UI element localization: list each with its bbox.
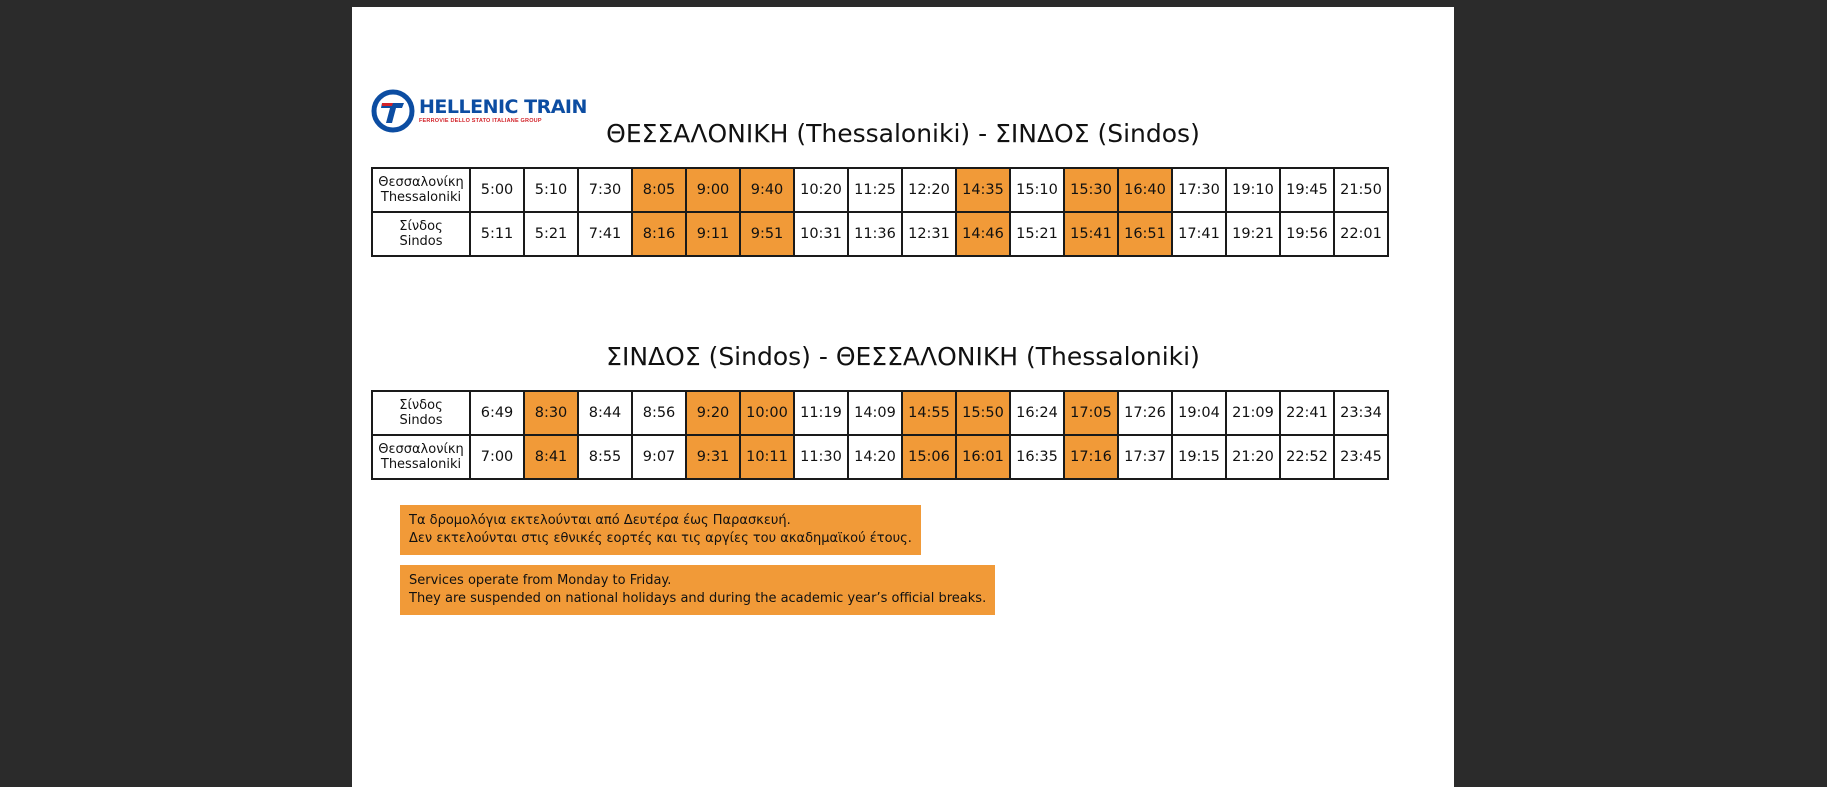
departure-time-cell: 15:50 bbox=[956, 391, 1010, 435]
departure-time-cell: 11:25 bbox=[848, 168, 902, 212]
note-english-line2: They are suspended on national holidays and during the academic year’s official breaks. bbox=[409, 591, 987, 606]
departure-time-cell: 16:51 bbox=[1118, 212, 1172, 256]
departure-time-cell: 14:55 bbox=[902, 391, 956, 435]
note-greek-line1: Τα δρομολόγια εκτελούνται από Δευτέρα έως Παρασκευή. bbox=[409, 513, 791, 528]
departure-time-cell: 19:45 bbox=[1280, 168, 1334, 212]
station-name-english: Thessaloniki bbox=[380, 190, 462, 205]
departure-time-cell: 9:20 bbox=[686, 391, 740, 435]
route1-title: ΘΕΣΣΑΛΟΝΙΚΗ (Thessaloniki) - ΣΙΝΔΟΣ (Sindos) bbox=[606, 119, 1200, 148]
departure-time-cell: 16:24 bbox=[1010, 391, 1064, 435]
departure-time-cell: 17:26 bbox=[1118, 391, 1172, 435]
note-english bbox=[400, 565, 995, 615]
timetable-page bbox=[352, 7, 1454, 787]
departure-time-cell: 9:11 bbox=[686, 212, 740, 256]
departure-time-cell: 8:55 bbox=[578, 435, 632, 479]
departure-time-cell: 17:05 bbox=[1064, 391, 1118, 435]
departure-time-cell: 22:41 bbox=[1280, 391, 1334, 435]
departure-time-cell: 17:41 bbox=[1172, 212, 1226, 256]
departure-time-cell: 19:56 bbox=[1280, 212, 1334, 256]
note-greek-line2: Δεν εκτελούνται στις εθνικές εορτές και τις αργίες του ακαδημαϊκού έτους. bbox=[409, 531, 912, 546]
departure-time-cell: 16:40 bbox=[1118, 168, 1172, 212]
departure-time-cell: 14:46 bbox=[956, 212, 1010, 256]
departure-time-cell: 10:11 bbox=[740, 435, 794, 479]
note-greek bbox=[400, 505, 921, 555]
departure-time-cell: 11:36 bbox=[848, 212, 902, 256]
departure-time-cell: 5:10 bbox=[524, 168, 578, 212]
departure-time-cell: 8:30 bbox=[524, 391, 578, 435]
departure-time-cell: 10:20 bbox=[794, 168, 848, 212]
departure-time-cell: 14:20 bbox=[848, 435, 902, 479]
departure-time-cell: 15:41 bbox=[1064, 212, 1118, 256]
departure-time-cell: 7:30 bbox=[578, 168, 632, 212]
route2-table bbox=[371, 390, 1389, 480]
logo-name: HELLENIC TRAIN bbox=[419, 95, 587, 118]
departure-time-cell: 15:06 bbox=[902, 435, 956, 479]
route2-title: ΣΙΝΔΟΣ (Sindos) - ΘΕΣΣΑΛΟΝΙΚΗ (Thessaloniki) bbox=[606, 342, 1200, 371]
departure-time-cell: 17:16 bbox=[1064, 435, 1118, 479]
departure-time-cell: 5:21 bbox=[524, 212, 578, 256]
departure-time-cell: 23:45 bbox=[1334, 435, 1388, 479]
departure-time-cell: 8:41 bbox=[524, 435, 578, 479]
departure-time-cell: 15:21 bbox=[1010, 212, 1064, 256]
station-name-english: Thessaloniki bbox=[380, 457, 462, 472]
departure-time-cell: 9:40 bbox=[740, 168, 794, 212]
departure-time-cell: 14:35 bbox=[956, 168, 1010, 212]
departure-time-cell: 5:00 bbox=[470, 168, 524, 212]
departure-time-cell: 17:30 bbox=[1172, 168, 1226, 212]
departure-time-cell: 17:37 bbox=[1118, 435, 1172, 479]
departure-time-cell: 12:20 bbox=[902, 168, 956, 212]
departure-time-cell: 19:21 bbox=[1226, 212, 1280, 256]
departure-time-cell: 16:01 bbox=[956, 435, 1010, 479]
timetable-row bbox=[372, 435, 1388, 479]
station-name-cell bbox=[372, 168, 470, 212]
departure-time-cell: 19:04 bbox=[1172, 391, 1226, 435]
departure-time-cell: 10:00 bbox=[740, 391, 794, 435]
station-name-greek: Σίνδος bbox=[399, 219, 443, 234]
timetable-row bbox=[372, 168, 1388, 212]
departure-time-cell: 8:05 bbox=[632, 168, 686, 212]
departure-time-cell: 11:19 bbox=[794, 391, 848, 435]
station-name-cell bbox=[372, 435, 470, 479]
departure-time-cell: 7:00 bbox=[470, 435, 524, 479]
departure-time-cell: 16:35 bbox=[1010, 435, 1064, 479]
departure-time-cell: 12:31 bbox=[902, 212, 956, 256]
departure-time-cell: 11:30 bbox=[794, 435, 848, 479]
departure-time-cell: 21:20 bbox=[1226, 435, 1280, 479]
departure-time-cell: 5:11 bbox=[470, 212, 524, 256]
departure-time-cell: 19:10 bbox=[1226, 168, 1280, 212]
departure-time-cell: 7:41 bbox=[578, 212, 632, 256]
departure-time-cell: 9:31 bbox=[686, 435, 740, 479]
departure-time-cell: 23:34 bbox=[1334, 391, 1388, 435]
departure-time-cell: 19:15 bbox=[1172, 435, 1226, 479]
departure-time-cell: 15:10 bbox=[1010, 168, 1064, 212]
station-name-english: Sindos bbox=[399, 413, 443, 428]
departure-time-cell: 6:49 bbox=[470, 391, 524, 435]
departure-time-cell: 9:00 bbox=[686, 168, 740, 212]
departure-time-cell: 21:50 bbox=[1334, 168, 1388, 212]
departure-time-cell: 15:30 bbox=[1064, 168, 1118, 212]
station-name-cell bbox=[372, 212, 470, 256]
departure-time-cell: 14:09 bbox=[848, 391, 902, 435]
departure-time-cell: 10:31 bbox=[794, 212, 848, 256]
departure-time-cell: 9:51 bbox=[740, 212, 794, 256]
station-name-english: Sindos bbox=[399, 234, 443, 249]
station-name-greek: Θεσσαλονίκη bbox=[378, 175, 464, 190]
departure-time-cell: 8:16 bbox=[632, 212, 686, 256]
logo-subtitle: FERROVIE DELLO STATO ITALIANE GROUP bbox=[419, 117, 542, 124]
station-name-cell bbox=[372, 391, 470, 435]
departure-time-cell: 9:07 bbox=[632, 435, 686, 479]
departure-time-cell: 8:56 bbox=[632, 391, 686, 435]
route1-table bbox=[371, 167, 1389, 257]
station-name-greek: Σίνδος bbox=[399, 398, 443, 413]
departure-time-cell: 8:44 bbox=[578, 391, 632, 435]
departure-time-cell: 22:01 bbox=[1334, 212, 1388, 256]
departure-time-cell: 22:52 bbox=[1280, 435, 1334, 479]
timetable-row bbox=[372, 212, 1388, 256]
note-english-line1: Services operate from Monday to Friday. bbox=[409, 573, 672, 588]
timetable-row bbox=[372, 391, 1388, 435]
station-name-greek: Θεσσαλονίκη bbox=[378, 442, 464, 457]
departure-time-cell: 21:09 bbox=[1226, 391, 1280, 435]
